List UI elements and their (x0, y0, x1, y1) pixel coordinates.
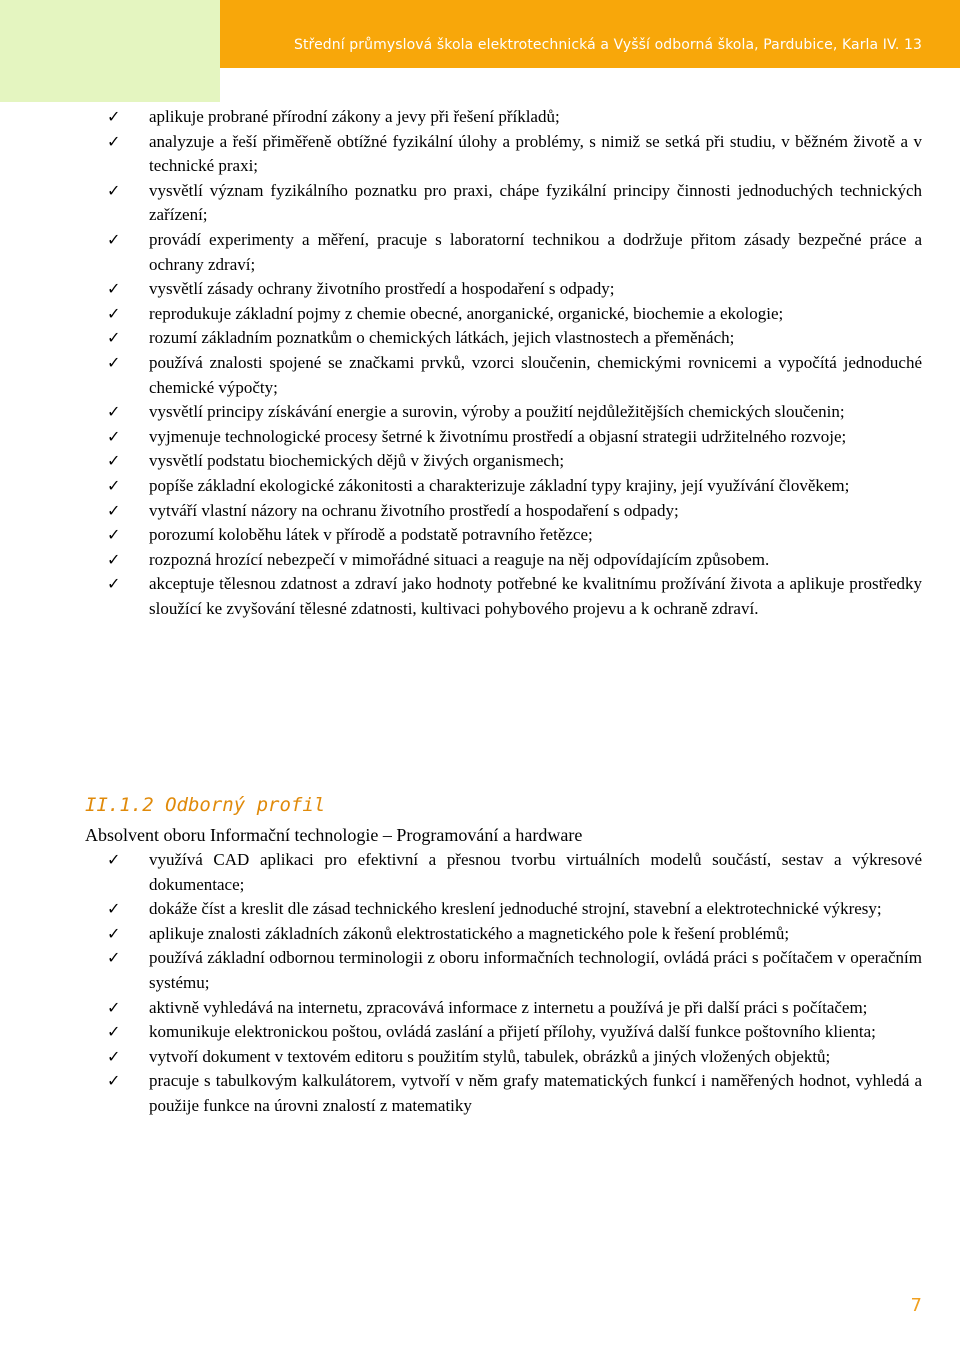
list-item (0, 946, 960, 995)
checkmark-icon: ✓ (107, 948, 121, 968)
section-subtitle: Absolvent oboru Informační technologie – Programování a hardware (85, 825, 583, 845)
list-item-text: vytváří vlastní názory na ochranu životního prostředí a hospodaření s odpady; (149, 500, 679, 520)
header-accent-block (0, 0, 220, 102)
list-item (0, 848, 960, 897)
list-item-text: reprodukuje základní pojmy z chemie obecné, anorganické, organické, biochemie a ekologie; (149, 303, 784, 323)
checkmark-icon: ✓ (107, 131, 121, 151)
checklist-general (0, 105, 960, 621)
checkmark-icon: ✓ (107, 899, 121, 919)
list-item (0, 179, 960, 228)
list-item-text: aplikuje znalosti základních zákonů elektrostatického a magnetického pole k řešení problémů; (149, 923, 790, 943)
list-item-text: provádí experimenty a měření, pracuje s laboratorní technikou a dodržuje přitom zásady bezpečné práce a ochrany zdraví; (149, 229, 922, 274)
list-item-text: vysvětlí podstatu biochemických dějů v živých organismech; (149, 451, 565, 471)
checkmark-icon: ✓ (107, 426, 121, 446)
checkmark-icon: ✓ (107, 229, 121, 249)
list-item (0, 105, 960, 130)
list-item (0, 400, 960, 425)
checkmark-icon: ✓ (107, 180, 121, 200)
list-item-text: rozumí základním poznatkům o chemických látkách, jejich vlastnostech a přeměnách; (149, 328, 735, 348)
checkmark-icon: ✓ (107, 352, 121, 372)
list-item (0, 548, 960, 573)
list-item-text: analyzuje a řeší přiměřeně obtížné fyzikální úlohy a problémy, s nimiž se setká při studiu, v běžném životě a v technické praxi; (149, 131, 922, 176)
list-item (0, 1045, 960, 1070)
list-item-text: aplikuje probrané přírodní zákony a jevy při řešení příkladů; (149, 107, 560, 126)
list-item-text: používá znalosti spojené se značkami prvků, vzorci sloučenin, chemickými rovnicemi a vypočítá jednoduché chemické výpočty; (149, 352, 922, 397)
list-item (0, 499, 960, 524)
checkmark-icon: ✓ (107, 1046, 121, 1066)
list-item (0, 425, 960, 450)
list-item (0, 302, 960, 327)
header-text: Střední průmyslová škola elektrotechnická a Vyšší odborná škola, Pardubice, Karla IV. 13 (293, 37, 922, 53)
section-heading: II.1.2 Odborný profil (85, 794, 326, 816)
list-item (0, 572, 960, 621)
list-item-text: vyjmenuje technologické procesy šetrné k životnímu prostředí a objasní strategii udržitelného rozvoje; (149, 426, 847, 446)
checkmark-icon: ✓ (107, 923, 121, 943)
list-item (0, 449, 960, 474)
checkmark-icon: ✓ (107, 475, 121, 495)
list-item-text: komunikuje elektronickou poštou, ovládá zaslání a přijetí přílohy, využívá další funkce poštovního klienta; (149, 1022, 876, 1042)
header-band-orange (220, 0, 960, 68)
list-item-text: vysvětlí principy získávání energie a surovin, výroby a použití nejdůležitějších chemických sloučenin; (149, 402, 845, 422)
checkmark-icon: ✓ (107, 107, 121, 126)
checkmark-icon: ✓ (107, 1071, 121, 1091)
list-item-text: používá základní odbornou terminologii z oboru informačních technologií, ovládá práci s počítačem v operačním systému; (149, 948, 922, 992)
list-item-text: popíše základní ekologické zákonitosti a charakterizuje základní typy krajiny, její využívání člověkem; (149, 475, 850, 495)
list-item-text: porozumí koloběhu látek v přírodě a podstatě potravního řetězce; (149, 525, 593, 545)
list-item (0, 1020, 960, 1045)
list-item-text: vysvětlí význam fyzikálního poznatku pro praxi, chápe fyzikální principy činnosti jednoduchých technických zařízení; (149, 180, 922, 225)
list-item-text: pracuje s tabulkovým kalkulátorem, vytvoří v něm grafy matematických funkcí i naměřených hodnot, vyhledá a použije funkce na úrovni znalostí z matematiky (149, 1071, 922, 1115)
list-item (0, 326, 960, 351)
list-item (0, 228, 960, 277)
list-item-text: akceptuje tělesnou zdatnost a zdraví jako hodnoty potřebné ke kvalitnímu prožívání života a aplikuje prostředky sloužící ke zvyšování tělesné zdatnosti, kultivaci pohybového projevu a k ochraně zdraví. (149, 574, 922, 618)
checkmark-icon: ✓ (107, 402, 121, 422)
list-item (0, 474, 960, 499)
checkmark-icon: ✓ (107, 303, 121, 323)
list-item (0, 996, 960, 1021)
page-number: 7 (910, 1295, 922, 1316)
list-item (0, 277, 960, 302)
checkmark-icon: ✓ (107, 549, 121, 569)
checkmark-icon: ✓ (107, 279, 121, 299)
checkmark-icon: ✓ (107, 1022, 121, 1042)
checklist-professional (0, 848, 960, 1119)
checkmark-icon: ✓ (107, 850, 121, 869)
list-item (0, 523, 960, 548)
list-item-text: rozpozná hrozící nebezpečí v mimořádné situaci a reaguje na něj odpovídajícím způsobem. (149, 549, 770, 569)
list-item-text: využívá CAD aplikaci pro efektivní a přesnou tvorbu virtuálních modelů součástí, sestav a výkresové dokumentace; (149, 850, 922, 894)
list-item-text: vysvětlí zásady ochrany životního prostředí a hospodaření s odpady; (149, 279, 615, 299)
list-item-text: aktivně vyhledává na internetu, zpracovává informace z internetu a používá je při další práci s počítačem; (149, 997, 868, 1017)
list-item (0, 897, 960, 922)
list-item-text: vytvoří dokument v textovém editoru s použitím stylů, tabulek, obrázků a jiných vložených objektů; (149, 1046, 831, 1066)
checkmark-icon: ✓ (107, 574, 121, 594)
list-item-text: dokáže číst a kreslit dle zásad technického kreslení jednoduché strojní, stavební a elektrotechnické výkresy; (149, 899, 882, 919)
checkmark-icon: ✓ (107, 500, 121, 520)
list-item (0, 922, 960, 947)
checkmark-icon: ✓ (107, 451, 121, 471)
checkmark-icon: ✓ (107, 328, 121, 348)
list-item (0, 351, 960, 400)
checkmark-icon: ✓ (107, 997, 121, 1017)
list-item (0, 1069, 960, 1118)
checkmark-icon: ✓ (107, 525, 121, 545)
list-item (0, 130, 960, 179)
